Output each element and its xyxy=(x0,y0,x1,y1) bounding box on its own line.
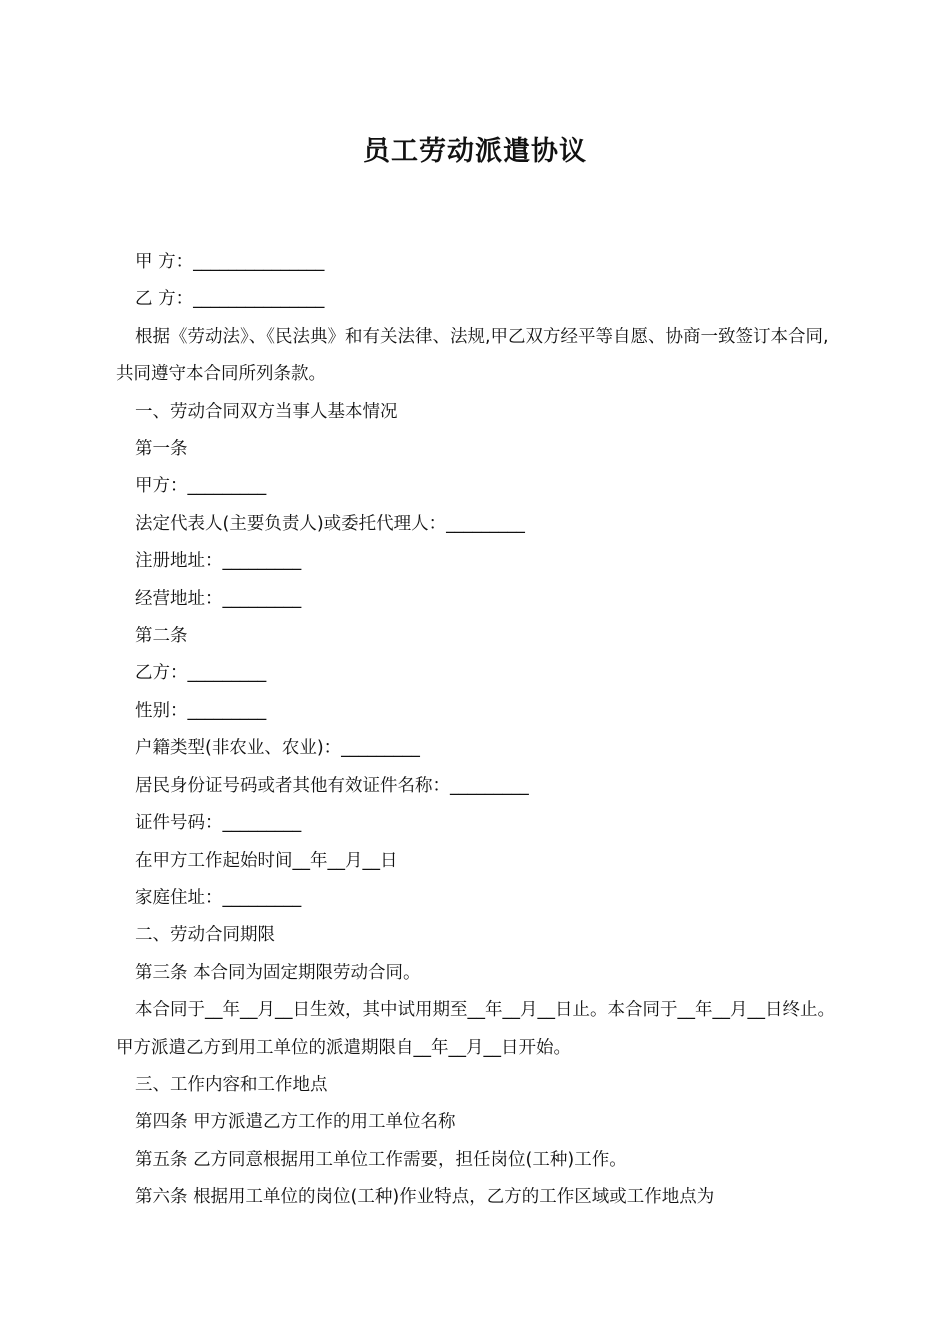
gender-line: 性别：_________ xyxy=(135,700,267,721)
section-heading-1: 一、劳动合同双方当事人基本情况 xyxy=(135,401,398,422)
id-number-line: 证件号码：_________ xyxy=(135,813,302,834)
contract-term-paragraph: 本合同于__年__月__日生效，其中试用期至__年__月__日止。本合同于__年__月__日终止。甲方派遣乙方到用工单位的派遣期限自__年__月__日开始。 xyxy=(116,1000,835,1058)
article-1-heading: 第一条 xyxy=(135,439,188,460)
registered-address-line: 注册地址：_________ xyxy=(135,551,302,572)
document-body xyxy=(116,244,836,1217)
article-3-paragraph: 第三条 本合同为固定期限劳动合同。 xyxy=(135,962,421,983)
section-heading-2: 二、劳动合同期限 xyxy=(135,925,275,946)
preamble-paragraph: 根据《劳动法》、《民法典》和有关法律、法规,甲乙双方经平等自愿、协商一致签订本合同,共同遵守本合同所列条款。 xyxy=(116,326,829,385)
article-6-paragraph: 第六条 根据用工单位的岗位(工种)作业特点，乙方的工作区域或工作地点为 xyxy=(135,1187,715,1208)
article-4-paragraph: 第四条 甲方派遣乙方工作的用工单位名称 xyxy=(135,1112,456,1133)
party-b-line: 乙 方：_______________ xyxy=(135,289,325,310)
document-title: 员工劳动派遣协议 xyxy=(363,136,587,167)
start-date-line: 在甲方工作起始时间__年__月__日 xyxy=(135,850,398,871)
legal-representative-line: 法定代表人(主要负责人)或委托代理人：_________ xyxy=(135,513,525,534)
section-heading-3: 三、工作内容和工作地点 xyxy=(135,1074,328,1095)
household-type-line: 户籍类型(非农业、农业)：_________ xyxy=(135,738,420,759)
business-address-line: 经营地址：_________ xyxy=(135,588,302,609)
article-2-heading: 第二条 xyxy=(135,626,188,647)
party-a-name-line: 甲方：_________ xyxy=(135,476,267,497)
article-5-paragraph: 第五条 乙方同意根据用工单位工作需要，担任岗位(工种)工作。 xyxy=(135,1149,627,1170)
party-b-name-line: 乙方：_________ xyxy=(135,663,267,684)
id-document-name-line: 居民身份证号码或者其他有效证件名称：_________ xyxy=(135,775,529,796)
home-address-line: 家庭住址：_________ xyxy=(135,887,302,908)
party-a-line: 甲 方：_______________ xyxy=(135,252,325,272)
